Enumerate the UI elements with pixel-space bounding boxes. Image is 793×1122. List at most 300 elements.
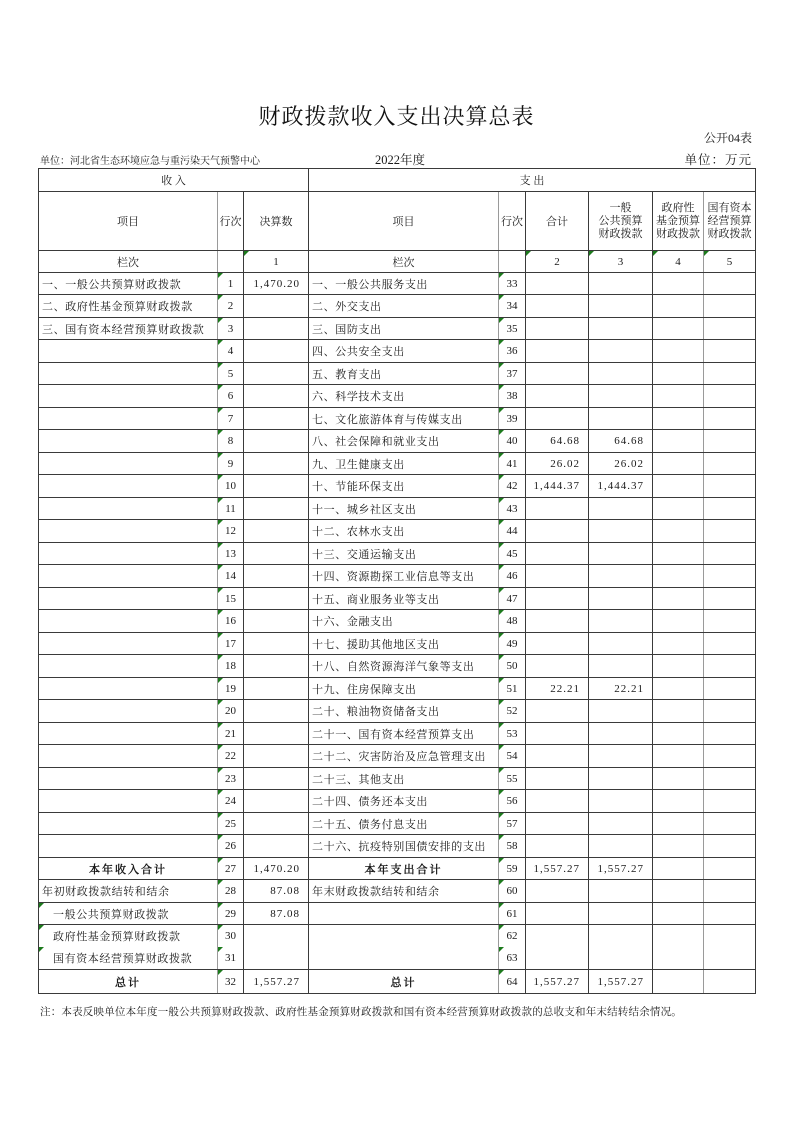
error-indicator-icon	[499, 565, 504, 570]
income-line-no	[218, 790, 244, 813]
expense-total	[526, 295, 589, 318]
expense-general-budget	[589, 453, 653, 475]
error-indicator-icon	[218, 520, 223, 525]
expense-fund-budget	[653, 970, 704, 994]
income-line-no-text: 30	[225, 930, 236, 942]
expense-item-text: 十三、交通运输支出	[312, 548, 417, 561]
income-amount	[244, 925, 309, 948]
income-line-no	[218, 295, 244, 318]
expense-soe-budget	[704, 723, 756, 745]
income-item	[39, 700, 218, 723]
expense-item-text: 四、公共安全支出	[312, 346, 405, 358]
income-amount	[244, 610, 309, 633]
expense-fund-budget	[653, 678, 704, 700]
expense-general-budget-text: 26.02	[614, 457, 645, 470]
expense-total	[526, 273, 589, 295]
error-indicator-icon	[218, 430, 223, 435]
error-indicator-icon	[218, 813, 223, 818]
income-line-no	[218, 498, 244, 520]
income-item	[39, 408, 218, 430]
expense-soe-budget	[704, 453, 756, 475]
income-item	[39, 678, 218, 700]
error-indicator-icon	[218, 633, 223, 638]
error-indicator-icon	[218, 340, 223, 345]
header-line: 财政拨款	[707, 227, 752, 240]
table-row	[39, 655, 756, 678]
expense-soe-budget	[704, 408, 756, 430]
expense-line-no	[499, 700, 526, 723]
expense-general-budget	[589, 835, 653, 858]
error-indicator-icon	[218, 678, 223, 683]
income-line-no	[218, 340, 244, 363]
expense-general-budget	[589, 430, 653, 453]
error-indicator-icon	[499, 610, 504, 615]
income-item	[39, 947, 218, 970]
expense-general-budget-text: 64.68	[614, 435, 645, 447]
income-item	[39, 835, 218, 858]
expense-soe-budget	[704, 880, 756, 903]
expense-item	[309, 858, 499, 880]
expense-soe-budget	[704, 340, 756, 363]
expense-item	[309, 475, 499, 498]
expense-total	[526, 385, 589, 408]
table-row	[39, 813, 756, 835]
income-line-no	[218, 835, 244, 858]
expense-item-text: 十八、自然资源海洋气象等支出	[312, 661, 475, 673]
income-item-text: 政府性基金预算财政拨款	[53, 931, 181, 943]
income-amount	[244, 633, 309, 655]
income-item	[39, 498, 218, 520]
expense-line-no-text: 49	[506, 637, 518, 650]
error-indicator-icon	[499, 295, 504, 300]
expense-general-budget	[589, 475, 653, 498]
error-indicator-icon	[218, 453, 223, 458]
income-amount-text: 1,470.20	[253, 862, 301, 875]
expense-fund-budget	[653, 430, 704, 453]
income-amount	[244, 700, 309, 723]
income-group-header: 收 入	[39, 169, 309, 192]
income-amount	[244, 655, 309, 678]
expense-fund-budget	[653, 835, 704, 858]
income-line-no-text: 13	[225, 547, 236, 560]
expense-item-text: 二十四、债务还本支出	[312, 796, 429, 808]
expense-fund-budget	[653, 475, 704, 498]
income-item	[39, 453, 218, 475]
expense-item	[309, 745, 499, 768]
expense-item-text: 十九、住房保障支出	[312, 683, 417, 696]
income-line-no	[218, 903, 244, 925]
expense-general-budget	[589, 588, 653, 610]
expense-total	[526, 813, 589, 835]
expense-item-text: 二十六、抗疫特别国债安排的支出	[312, 841, 487, 853]
income-line-no-text: 24	[225, 795, 236, 807]
income-line-no-text: 10	[225, 480, 236, 492]
expense-total-text: 64.68	[550, 435, 581, 447]
expense-item-text: 十七、援助其他地区支出	[312, 638, 440, 651]
expense-total-text: 1,557.27	[533, 975, 581, 988]
expense-line-no	[499, 498, 526, 520]
column-number-row	[39, 251, 756, 273]
expense-fund-budget	[653, 880, 704, 903]
expense-item-text: 十六、金融支出	[312, 616, 394, 628]
error-indicator-icon	[499, 678, 504, 683]
expense-line-no	[499, 835, 526, 858]
expense-item	[309, 565, 499, 588]
expense-line-no	[499, 745, 526, 768]
expense-fund-budget	[653, 385, 704, 408]
expense-fund-budget	[653, 858, 704, 880]
income-amount-text: 87.08	[270, 885, 301, 897]
expense-item	[309, 970, 499, 994]
table-row	[39, 408, 756, 430]
table-row	[39, 835, 756, 858]
income-line-no-text: 15	[225, 592, 236, 605]
expense-item	[309, 678, 499, 700]
income-line-no	[218, 858, 244, 880]
income-amount	[244, 880, 309, 903]
error-indicator-icon	[218, 835, 223, 840]
expense-general-budget	[589, 723, 653, 745]
expense-line-no	[499, 925, 526, 948]
expense-item-text: 九、卫生健康支出	[312, 458, 405, 471]
expense-line-no	[499, 475, 526, 498]
income-line-no-text: 20	[225, 705, 236, 717]
expense-line-no-text: 62	[506, 930, 518, 942]
expense-general-budget-text: 22.21	[614, 682, 645, 695]
error-indicator-icon	[218, 970, 223, 975]
income-line-no-text: 22	[225, 750, 236, 762]
error-indicator-icon	[499, 745, 504, 750]
income-line-header: 行次	[218, 192, 244, 251]
error-indicator-icon	[499, 520, 504, 525]
expense-total	[526, 745, 589, 768]
error-indicator-icon	[218, 273, 223, 278]
income-line-no	[218, 543, 244, 565]
expense-fund-header	[653, 192, 704, 251]
income-line-no-text: 5	[227, 367, 234, 380]
income-amount-text: 87.08	[270, 907, 301, 920]
expense-group-header: 支 出	[309, 169, 756, 192]
expense-soe-budget	[704, 903, 756, 925]
header-line: 经营预算	[707, 214, 752, 227]
col-number-text: 5	[726, 255, 733, 268]
expense-line-no	[499, 273, 526, 295]
expense-line-no-text: 44	[506, 525, 518, 537]
expense-general-budget	[589, 678, 653, 700]
expense-fund-budget	[653, 295, 704, 318]
income-line-no	[218, 700, 244, 723]
col-number-2	[526, 251, 589, 273]
expense-item	[309, 723, 499, 745]
expense-line-no-text: 64	[506, 975, 518, 988]
expense-fund-budget	[653, 700, 704, 723]
expense-line-no-text: 46	[506, 570, 518, 582]
income-line-no-text: 12	[225, 525, 236, 537]
error-indicator-icon	[218, 543, 223, 548]
income-item	[39, 903, 218, 925]
expense-fund-budget	[653, 273, 704, 295]
expense-line-no	[499, 453, 526, 475]
expense-fund-budget	[653, 903, 704, 925]
income-line-no-text: 11	[225, 502, 236, 515]
error-indicator-icon	[218, 655, 223, 660]
expense-item	[309, 385, 499, 408]
table-row	[39, 453, 756, 475]
error-indicator-icon	[244, 251, 249, 256]
expense-soe-budget	[704, 430, 756, 453]
expense-fund-budget	[653, 655, 704, 678]
expense-total	[526, 430, 589, 453]
expense-general-budget	[589, 880, 653, 903]
expense-line-no	[499, 970, 526, 994]
expense-total	[526, 790, 589, 813]
income-amount	[244, 723, 309, 745]
expense-fund-budget	[653, 453, 704, 475]
expense-fund-budget	[653, 633, 704, 655]
income-line-no-text: 29	[225, 907, 236, 920]
expense-soe-budget	[704, 565, 756, 588]
expense-line-no	[499, 565, 526, 588]
expense-line-no-text: 63	[506, 952, 518, 964]
expense-total	[526, 835, 589, 858]
expense-general-budget	[589, 385, 653, 408]
expense-general-budget-text: 1,444.37	[597, 480, 645, 492]
expense-item-text: 二、外交支出	[312, 301, 382, 313]
income-amount	[244, 318, 309, 340]
expense-item	[309, 813, 499, 835]
expense-total-text: 22.21	[550, 682, 581, 695]
expense-general-budget	[589, 543, 653, 565]
error-indicator-icon	[499, 363, 504, 368]
expense-soe-budget	[704, 633, 756, 655]
expense-item	[309, 947, 499, 970]
expense-total-text: 1,444.37	[533, 480, 581, 492]
expense-line-no-text: 45	[506, 547, 518, 560]
expense-line-no-text: 58	[506, 840, 518, 852]
expense-total	[526, 610, 589, 633]
expense-line-no	[499, 610, 526, 633]
expense-item	[309, 453, 499, 475]
error-indicator-icon	[218, 700, 223, 705]
income-line-no-text: 17	[225, 637, 236, 650]
expense-soe-budget	[704, 835, 756, 858]
income-amount	[244, 565, 309, 588]
income-amount	[244, 970, 309, 994]
table-row	[39, 430, 756, 453]
expense-item	[309, 408, 499, 430]
income-line-col-blank	[218, 251, 244, 273]
expense-total	[526, 453, 589, 475]
income-item	[39, 385, 218, 408]
error-indicator-icon	[499, 588, 504, 593]
table-row	[39, 318, 756, 340]
header-line: 一般	[609, 201, 632, 214]
col-number-text: 1	[273, 255, 279, 268]
income-line-no	[218, 318, 244, 340]
error-indicator-icon	[499, 858, 504, 863]
expense-item-text: 二十三、其他支出	[312, 773, 405, 786]
expense-total	[526, 520, 589, 543]
expense-line-no-text: 42	[506, 480, 518, 492]
expense-fund-budget	[653, 543, 704, 565]
expense-total	[526, 768, 589, 790]
expense-general-budget	[589, 947, 653, 970]
income-line-no	[218, 610, 244, 633]
expense-line-no-text: 47	[506, 592, 518, 605]
income-amount	[244, 453, 309, 475]
table-row	[39, 610, 756, 633]
expense-general-budget	[589, 700, 653, 723]
income-item	[39, 768, 218, 790]
expense-item	[309, 790, 499, 813]
expense-item	[309, 273, 499, 295]
error-indicator-icon	[218, 947, 223, 952]
col-number-4	[653, 251, 704, 273]
income-item	[39, 475, 218, 498]
error-indicator-icon	[218, 565, 223, 570]
income-line-no-text: 16	[225, 615, 236, 627]
expense-soe-budget	[704, 610, 756, 633]
income-amount	[244, 295, 309, 318]
page-title: 财政拨款收入支出决算总表	[258, 104, 535, 129]
error-indicator-icon	[499, 633, 504, 638]
table-row	[39, 858, 756, 880]
income-amount	[244, 768, 309, 790]
income-line-no	[218, 880, 244, 903]
expense-line-no	[499, 768, 526, 790]
expense-total	[526, 543, 589, 565]
expense-total	[526, 970, 589, 994]
expense-fund-budget	[653, 925, 704, 948]
expense-fund-budget	[653, 520, 704, 543]
expense-fund-budget	[653, 790, 704, 813]
footnote: 注：本表反映单位本年度一般公共预算财政拨款、政府性基金预算财政拨款和国有资本经营预算财政拨款的总收支和年末结转结余情况。	[40, 1007, 682, 1018]
income-item	[39, 340, 218, 363]
income-line-no-text: 19	[225, 682, 236, 695]
table-row	[39, 880, 756, 903]
expense-line-no	[499, 295, 526, 318]
expense-soe-budget	[704, 813, 756, 835]
expense-general-budget	[589, 813, 653, 835]
error-indicator-icon	[218, 475, 223, 480]
income-line-no	[218, 565, 244, 588]
expense-fund-budget	[653, 340, 704, 363]
expense-general-budget	[589, 970, 653, 994]
expense-item	[309, 543, 499, 565]
expense-item-text: 十二、农林水支出	[312, 526, 405, 538]
expense-item-text: 六、科学技术支出	[312, 391, 405, 403]
error-indicator-icon	[499, 813, 504, 818]
table-row	[39, 723, 756, 745]
income-line-no-text: 6	[227, 390, 234, 402]
expense-item-text: 二十一、国有资本经营预算支出	[312, 728, 475, 741]
error-indicator-icon	[218, 858, 223, 863]
expense-item-text: 本年支出合计	[364, 863, 443, 876]
expense-item	[309, 835, 499, 858]
expense-line-no	[499, 408, 526, 430]
expense-general-header	[589, 192, 653, 251]
form-number: 公开04表	[703, 131, 752, 145]
table-row	[39, 295, 756, 318]
expense-fund-budget	[653, 318, 704, 340]
income-line-no	[218, 520, 244, 543]
income-item	[39, 273, 218, 295]
expense-soe-budget	[704, 745, 756, 768]
expense-line-no	[499, 363, 526, 385]
expense-item-text: 二十五、债务付息支出	[312, 818, 429, 831]
error-indicator-icon	[653, 251, 658, 256]
income-item	[39, 565, 218, 588]
expense-line-no-text: 38	[506, 390, 518, 402]
income-line-no-text: 25	[225, 817, 236, 830]
income-amount	[244, 385, 309, 408]
table-row	[39, 520, 756, 543]
income-amount-text: 1,470.20	[253, 277, 301, 290]
income-item	[39, 295, 218, 318]
expense-general-budget	[589, 610, 653, 633]
income-item-header: 项目	[39, 192, 218, 251]
header-line: 财政拨款	[656, 227, 701, 240]
expense-soe-budget	[704, 655, 756, 678]
expense-soe-budget	[704, 475, 756, 498]
income-line-no-text: 26	[225, 840, 236, 852]
expense-general-budget	[589, 745, 653, 768]
expense-line-col-blank	[499, 251, 526, 273]
income-item	[39, 543, 218, 565]
expense-item-text: 八、社会保障和就业支出	[312, 436, 440, 448]
income-line-no-text: 7	[227, 412, 234, 425]
col-number-text: 4	[675, 255, 681, 268]
expense-soe-budget	[704, 498, 756, 520]
income-line-no-text: 23	[225, 772, 236, 785]
income-line-no-text: 31	[225, 952, 236, 964]
header-line: 国有资本	[707, 201, 752, 214]
expense-soe-budget	[704, 520, 756, 543]
income-amount	[244, 745, 309, 768]
expense-total	[526, 700, 589, 723]
expense-line-header: 行次	[499, 192, 526, 251]
table-row	[39, 543, 756, 565]
expense-item	[309, 633, 499, 655]
income-amount	[244, 543, 309, 565]
table-row	[39, 925, 756, 948]
income-item	[39, 610, 218, 633]
table-row	[39, 700, 756, 723]
error-indicator-icon	[499, 273, 504, 278]
expense-soe-budget	[704, 295, 756, 318]
table-row	[39, 340, 756, 363]
budget-summary-table	[38, 168, 756, 994]
income-item	[39, 925, 218, 948]
income-line-no	[218, 655, 244, 678]
error-indicator-icon	[39, 903, 44, 908]
col-number-text: 3	[617, 255, 624, 268]
expense-item-text: 十五、商业服务业等支出	[312, 593, 440, 606]
income-item	[39, 633, 218, 655]
income-line-no	[218, 768, 244, 790]
expense-item	[309, 925, 499, 948]
expense-item	[309, 318, 499, 340]
expense-general-budget	[589, 520, 653, 543]
error-indicator-icon	[218, 408, 223, 413]
income-item	[39, 880, 218, 903]
error-indicator-icon	[218, 768, 223, 773]
expense-line-no-text: 61	[506, 907, 518, 920]
expense-item	[309, 610, 499, 633]
table-row	[39, 970, 756, 994]
expense-item	[309, 588, 499, 610]
expense-line-no-text: 60	[506, 885, 518, 897]
